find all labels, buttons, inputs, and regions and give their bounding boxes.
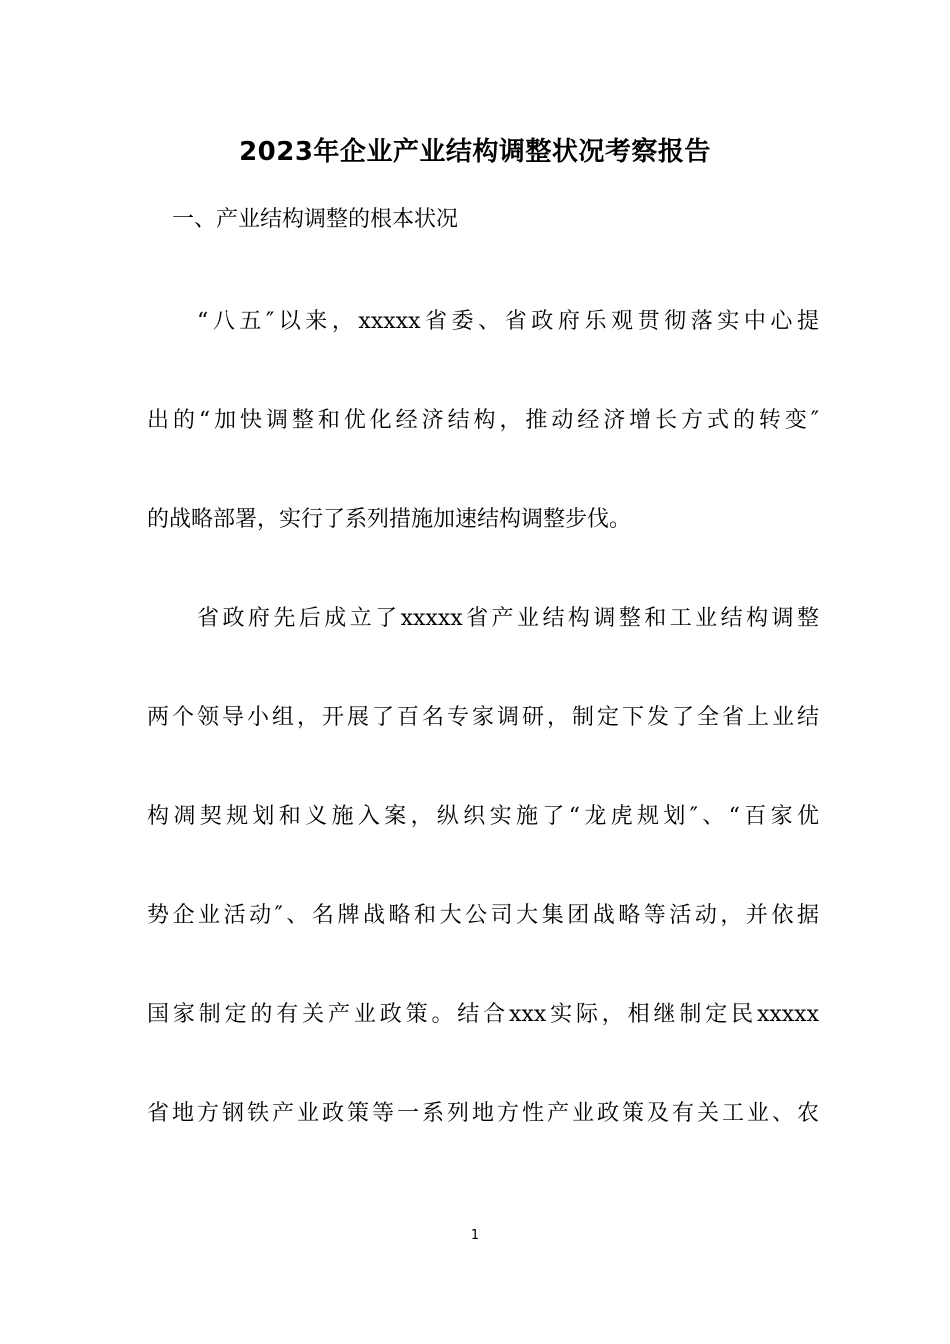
paragraph-1-line-2: 出的“加快调整和优化经济结构，推动经济增长方式的转变″: [147, 408, 819, 433]
document-title: 2023年企业产业结构调整状况考察报告: [239, 137, 711, 167]
page-number: 1: [470, 1228, 480, 1243]
paragraph-1-line-3: 的战略部署，实行了系列措施加速结构调整步伐。: [147, 507, 632, 532]
paragraph-1-line-1: “八五″以来，xxxxx省委、省政府乐观贯彻落实中心提: [197, 309, 819, 334]
paragraph-2-line-3: 构凋契规划和义施入案，纵织实施了“龙虎规划″、“百家优: [147, 804, 819, 829]
paragraph-2-line-4: 势企业活动″、名牌战略和大公司大集团战略等活动，并依据: [147, 903, 819, 928]
paragraph-2-line-2: 两个领导小组，开展了百名专家调研，制定下发了全省上业结: [147, 705, 819, 730]
paragraph-2-line-5: 国家制定的有关产业政策。结合xxx实际，相继制定民xxxxx: [147, 1002, 819, 1027]
paragraph-2-line-1: 省政府先后成立了xxxxx省产业结构调整和工业结构调整: [197, 606, 819, 631]
paragraph-2-line-6: 省地方钢铁产业政策等一系列地方性产业政策及有关工业、农: [147, 1101, 819, 1126]
section-heading: 一、产业结构调整的根本状况: [172, 207, 459, 232]
